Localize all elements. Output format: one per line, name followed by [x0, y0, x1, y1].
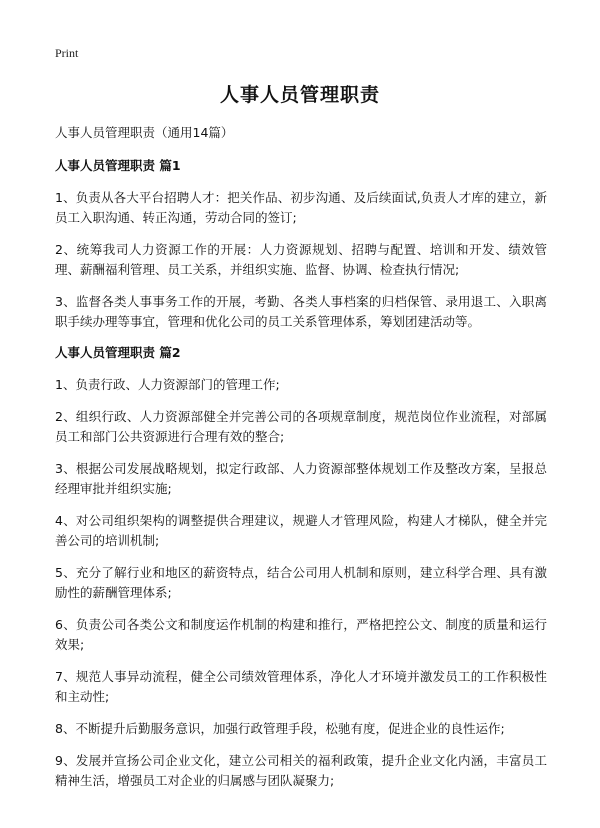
document-body — [55, 124, 547, 803]
list-item: 6、负责公司各类公文和制度运作机制的构建和推行，严格把控公文、制度的质量和运行效果; — [55, 617, 547, 652]
section-heading: 人事人员管理职责 篇2 — [55, 345, 181, 360]
list-item: 9、发展并宣扬公司企业文化，建立公司相关的福利政策，提升企业文化内涵，丰富员工精神生活，增强员工对企业的归属感与团队凝聚力; — [55, 753, 547, 788]
list-item: 3、根据公司发展战略规划，拟定行政部、人力资源部整体规划工作及整改方案，呈报总经理审批并组织实施; — [55, 461, 547, 496]
section-1 — [55, 157, 547, 332]
list-item: 4、对公司组织架构的调整提供合理建议，规避人才管理风险，构建人才梯队，健全并完善公司的培训机制; — [55, 513, 547, 548]
document-subtitle: 人事人员管理职责（通用14篇） — [55, 125, 234, 140]
list-item: 7、规范人事异动流程，健全公司绩效管理体系，净化人才环境并激发员工的工作积极性和主动性; — [55, 669, 547, 704]
list-item: 5、充分了解行业和地区的薪资特点，结合公司用人机制和原则，建立科学合理、具有激励性的薪酬管理体系; — [55, 565, 547, 600]
document-title: 人事人员管理职责 — [219, 84, 380, 106]
list-item: 8、不断提升后勤服务意识，加强行政管理手段，松驰有度，促进企业的良性运作; — [55, 721, 505, 736]
list-item: 2、组织行政、人力资源部健全并完善公司的各项规章制度，规范岗位作业流程，对部属员工和部门公共资源进行合理有效的整合; — [55, 409, 547, 444]
print-label: Print — [55, 46, 79, 60]
section-heading: 人事人员管理职责 篇1 — [55, 158, 181, 173]
list-item: 2、统筹我司人力资源工作的开展：人力资源规划、招聘与配置、培训和开发、绩效管理、薪酬福利管理、员工关系，并组织实施、监督、协调、检查执行情况; — [55, 242, 547, 277]
list-item: 1、负责行政、人力资源部门的管理工作; — [55, 377, 280, 392]
list-item: 3、监督各类人事事务工作的开展，考勤、各类人事档案的归档保管、录用退工、入职离职手续办理等事宜，管理和优化公司的员工关系管理体系，筹划团建活动等。 — [55, 294, 547, 329]
section-2 — [55, 344, 547, 791]
list-item: 1、负责从各大平台招聘人才：把关作品、初步沟通、及后续面试,负责人才库的建立，新员工入职沟通、转正沟通，劳动合同的签订; — [55, 190, 547, 225]
